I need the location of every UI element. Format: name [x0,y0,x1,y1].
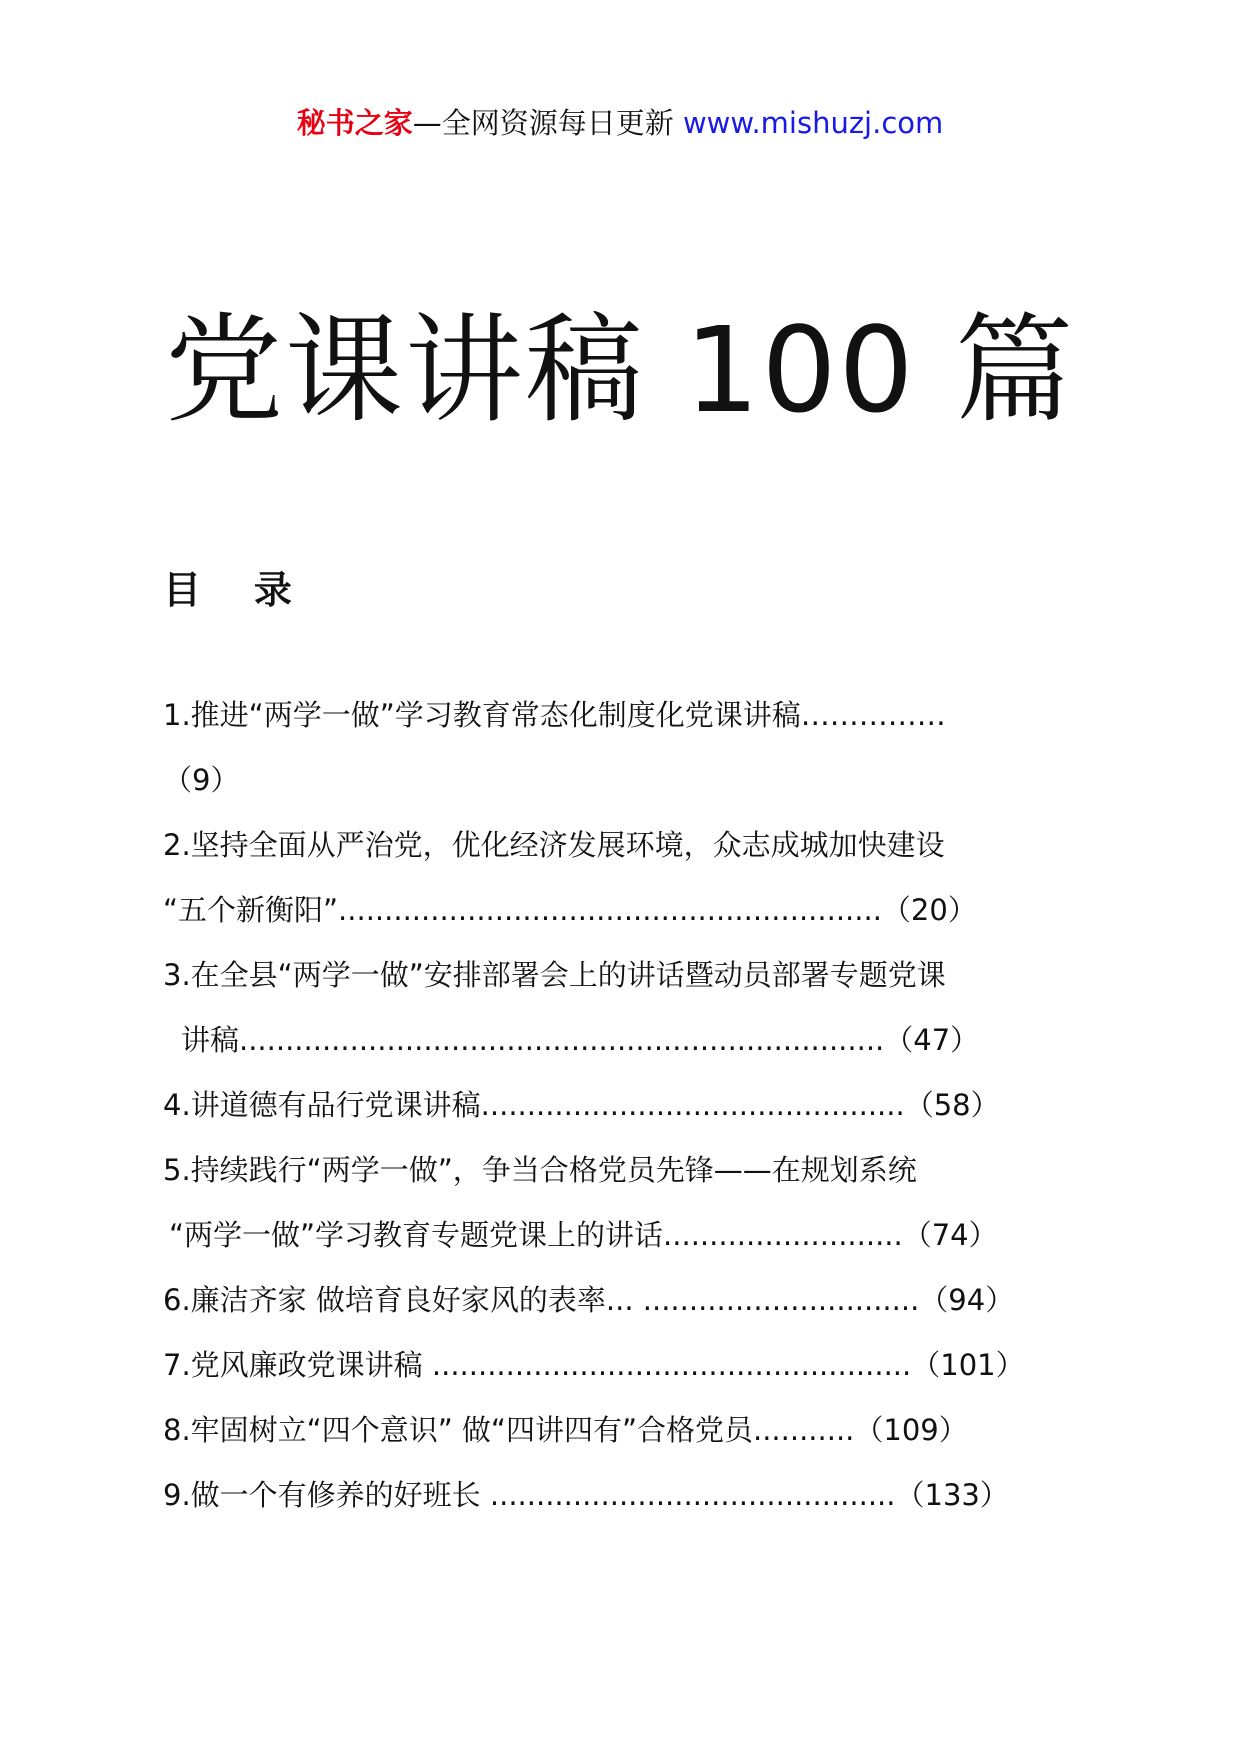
document-title: 党课讲稿 100 篇 [164,301,1076,439]
toc-entry-2-cont[interactable]: “五个新衡阳”...........................................................（20） [163,893,977,927]
toc-entry-9[interactable]: 9.做一个有修养的好班长 ............................................（133） [163,1478,1009,1512]
toc-entry-1-page[interactable]: （9） [163,763,240,797]
toc-entry-6[interactable]: 6.廉洁齐家 做培育良好家风的表率... ..............................（94） [163,1283,1015,1317]
table-of-contents [163,683,1103,1528]
toc-entry-8[interactable]: 8.牢固树立“四个意识” 做“四讲四有”合格党员...........（109） [163,1413,968,1447]
toc-entry-1[interactable]: 1.推进“两学一做”学习教育常态化制度化党课讲稿…………… [163,698,946,732]
header-slogan: —全网资源每日更新 [412,106,683,140]
toc-entry-4[interactable]: 4.讲道德有品行党课讲稿..............................................（58） [163,1088,1000,1122]
toc-entry-7[interactable]: 7.党风廉政党课讲稿 ....................................................（101） [163,1348,1025,1382]
toc-entry-3[interactable]: 3.在全县“两学一做”安排部署会上的讲话暨动员部署专题党课 [163,958,946,992]
toc-entry-2[interactable]: 2.坚持全面从严治党，优化经济发展环境，众志成城加快建设 [163,828,945,862]
toc-entry-5[interactable]: 5.持续践行“两学一做”，争当合格党员先锋——在规划系统 [163,1153,917,1187]
toc-entry-5-cont[interactable]: “两学一做”学习教育专题党课上的讲话..........................（74） [169,1218,998,1252]
header-banner [0,103,1240,143]
brand-name: 秘书之家 [296,106,413,140]
header-url-link[interactable]: www.mishuzj.com [682,106,944,140]
toc-heading: 目 录 [163,568,292,612]
toc-entry-3-cont[interactable]: 讲稿......................................................................（47） [181,1023,980,1057]
